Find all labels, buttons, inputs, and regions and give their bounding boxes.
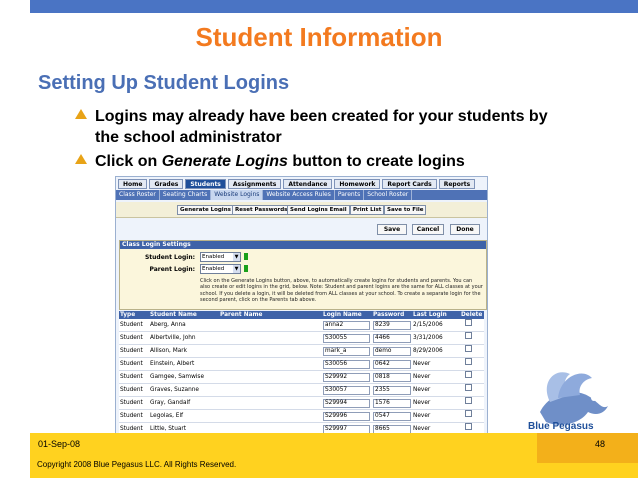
tab-report-cards[interactable]: Report Cards (382, 179, 436, 189)
type-cell: Student (119, 384, 149, 397)
login-name-input[interactable]: S30057 (323, 386, 370, 395)
password-cell[interactable] (372, 319, 412, 332)
student-name-cell: Einstein, Albert (149, 358, 219, 371)
bullet-two-pre: Click on (95, 153, 162, 170)
last-login-cell: 8/29/2006 (412, 345, 460, 358)
student-name-cell: Graves, Suzanne (149, 384, 219, 397)
column-header: Type (119, 311, 149, 319)
last-login-cell: Never (412, 384, 460, 397)
parent-name-cell (219, 397, 322, 410)
student-login-label: Student Login: (144, 254, 195, 261)
parent-name-cell (219, 358, 322, 371)
last-login-cell: Never (412, 397, 460, 410)
login-name-input[interactable]: anna2 (323, 321, 370, 330)
delete-checkbox[interactable] (465, 319, 472, 326)
login-name-input[interactable]: S30056 (323, 360, 370, 369)
password-cell[interactable] (372, 397, 412, 410)
bullet-logins-created (75, 106, 605, 148)
student-name-cell: Albertville, John (149, 332, 219, 345)
top-accent-bar (30, 0, 638, 13)
student-name-cell: Gamgee, Samwise (149, 371, 219, 384)
type-cell: Student (119, 332, 149, 345)
password-input[interactable]: 0642 (373, 360, 411, 369)
parent-name-cell (219, 345, 322, 358)
student-name-cell: Legolas, Elf (149, 410, 219, 423)
table-row (119, 397, 484, 410)
delete-checkbox[interactable] (465, 371, 472, 378)
delete-cell (460, 410, 484, 423)
table-row (119, 410, 484, 423)
login-name-input[interactable]: S30055 (323, 334, 370, 343)
subtab-website-access-rules[interactable]: Website Access Rules (263, 190, 334, 200)
delete-cell (460, 397, 484, 410)
delete-checkbox[interactable] (465, 384, 472, 391)
student-name-cell: Aberg, Anna (149, 319, 219, 332)
password-cell[interactable] (372, 371, 412, 384)
password-cell[interactable] (372, 345, 412, 358)
done-button[interactable]: Done (450, 224, 480, 235)
type-cell: Student (119, 345, 149, 358)
login-name-cell[interactable] (322, 397, 372, 410)
login-name-cell[interactable] (322, 319, 372, 332)
type-cell: Student (119, 371, 149, 384)
parent-name-cell (219, 384, 322, 397)
type-cell: Student (119, 410, 149, 423)
generate-logins-button[interactable]: Generate Logins (177, 205, 234, 215)
tab-homework[interactable]: Homework (334, 179, 380, 189)
type-cell: Student (119, 358, 149, 371)
password-cell[interactable] (372, 410, 412, 423)
password-input[interactable]: 1576 (373, 399, 411, 408)
delete-checkbox[interactable] (465, 332, 472, 339)
last-login-cell: 3/31/2006 (412, 332, 460, 345)
column-header: Login Name (322, 311, 372, 319)
password-cell[interactable] (372, 332, 412, 345)
column-header: Parent Name (219, 311, 322, 319)
tab-grades[interactable]: Grades (149, 179, 183, 189)
parent-name-cell (219, 332, 322, 345)
type-cell: Student (119, 423, 149, 435)
bullet-two-post: button to create logins (287, 153, 465, 170)
password-input[interactable]: 4466 (373, 334, 411, 343)
tab-assignments[interactable]: Assignments (228, 179, 281, 189)
table-row (119, 345, 484, 358)
login-name-input[interactable]: mark_a (323, 347, 370, 356)
footer-date: 01-Sep-08 (38, 439, 81, 449)
type-cell: Student (119, 397, 149, 410)
delete-checkbox[interactable] (465, 410, 472, 417)
app-screenshot (115, 176, 488, 434)
student-login-value: Enabled (202, 254, 225, 260)
password-input[interactable]: 8665 (373, 425, 411, 434)
table-header-row (119, 311, 484, 319)
settings-note: Click on the Generate Logins button, above, to automatically create logins for students and parents. You can also create or edit logins in the grid, below. Note: Student and parent logins are the same for ALL classes at your school. If you delete a login, it will be deleted from ALL classes at your school. To create a separate login for the second parent, click on the Parents tab above. (200, 278, 483, 303)
tab-home[interactable]: Home (118, 179, 147, 189)
bullet-two-emphasis: Generate Logins (161, 153, 288, 170)
subtab-parents[interactable]: Parents (335, 190, 364, 200)
column-header: Password (372, 311, 412, 319)
login-name-input[interactable]: S29994 (323, 399, 370, 408)
last-login-cell: 2/15/2006 (412, 319, 460, 332)
column-header: Student Name (149, 311, 219, 319)
parent-login-select[interactable] (200, 264, 241, 274)
delete-cell (460, 371, 484, 384)
last-login-cell: Never (412, 371, 460, 384)
delete-checkbox[interactable] (465, 423, 472, 430)
cancel-button[interactable]: Cancel (412, 224, 444, 235)
delete-checkbox[interactable] (465, 358, 472, 365)
settings-header: Class Login Settings (120, 241, 486, 249)
type-cell: Student (119, 319, 149, 332)
student-login-select[interactable] (200, 252, 241, 262)
login-name-cell[interactable] (322, 384, 372, 397)
delete-checkbox[interactable] (465, 345, 472, 352)
parent-name-cell (219, 371, 322, 384)
save-button[interactable]: Save (377, 224, 407, 235)
table-row (119, 319, 484, 332)
password-input[interactable]: 0547 (373, 412, 411, 421)
chevron-down-icon: ▼ (234, 266, 239, 272)
class-login-settings (119, 240, 487, 310)
delete-checkbox[interactable] (465, 397, 472, 404)
tab-attendance[interactable]: Attendance (283, 179, 332, 189)
login-name-cell[interactable] (322, 332, 372, 345)
copyright: Copyright 2008 Blue Pegasus LLC. All Rights Reserved. (37, 460, 237, 469)
parent-login-label: Parent Login: (149, 266, 195, 273)
login-name-cell[interactable] (322, 358, 372, 371)
main-tabs (118, 179, 475, 189)
table-row (119, 358, 484, 371)
password-cell[interactable] (372, 358, 412, 371)
delete-cell (460, 332, 484, 345)
subtab-website-logins[interactable]: Website Logins (211, 190, 263, 200)
delete-cell (460, 319, 484, 332)
password-input[interactable]: 8239 (373, 321, 411, 330)
bullet-one-continued: the school administrator (95, 129, 282, 146)
parent-name-cell (219, 410, 322, 423)
sub-tabs (116, 190, 487, 200)
student-name-cell: Little, Stuart (149, 423, 219, 435)
triangle-bullet-icon (75, 109, 87, 119)
tab-reports[interactable]: Reports (439, 179, 476, 189)
table-row (119, 332, 484, 345)
bullet-generate-logins (75, 151, 465, 172)
footer-accent (537, 433, 638, 463)
table-row (119, 371, 484, 384)
page-number: 48 (595, 439, 606, 449)
reset-passwords-button[interactable]: Reset Passwords (232, 205, 290, 215)
last-login-cell: Never (412, 410, 460, 423)
slide-title: Student Information (195, 22, 443, 52)
subtab-class-roster[interactable]: Class Roster (116, 190, 160, 200)
triangle-bullet-icon (75, 154, 87, 164)
parent-name-cell (219, 319, 322, 332)
column-header: Last Login (412, 311, 460, 319)
save-to-file-button[interactable]: Save to File (384, 205, 426, 215)
student-name-cell: Allison, Mark (149, 345, 219, 358)
last-login-cell: Never (412, 358, 460, 371)
login-name-input[interactable]: S29997 (323, 425, 370, 434)
tab-students[interactable]: Students (185, 179, 226, 189)
login-name-cell[interactable] (322, 371, 372, 384)
password-input[interactable]: 0818 (373, 373, 411, 382)
subtab-seating-charts[interactable]: Seating Charts (160, 190, 211, 200)
column-header: Delete (461, 312, 483, 318)
chevron-down-icon: ▼ (234, 254, 239, 260)
student-name-cell: Gray, Gandalf (149, 397, 219, 410)
logins-table (119, 311, 484, 434)
delete-cell (460, 358, 484, 371)
send-logins-email-button[interactable]: Send Logins Email (287, 205, 350, 215)
status-indicator (244, 253, 248, 260)
last-login-cell: Never (412, 423, 460, 435)
delete-cell (460, 384, 484, 397)
bullet-one-text: Logins may already have been created for your students by (95, 108, 548, 125)
slide-subtitle: Setting Up Student Logins (38, 72, 290, 94)
login-name-input[interactable]: S29992 (323, 373, 370, 382)
login-name-input[interactable]: S29996 (323, 412, 370, 421)
print-list-button[interactable]: Print List (350, 205, 384, 215)
login-name-cell[interactable] (322, 410, 372, 423)
login-name-cell[interactable] (322, 345, 372, 358)
delete-cell (460, 345, 484, 358)
subtab-school-roster[interactable]: School Roster (364, 190, 412, 200)
table-row (119, 384, 484, 397)
logo-wordmark: Blue Pegasus (528, 421, 594, 432)
parent-login-value: Enabled (202, 266, 225, 272)
status-indicator (244, 265, 248, 272)
password-cell[interactable] (372, 384, 412, 397)
toolbar (116, 202, 487, 218)
password-input[interactable]: demo (373, 347, 411, 356)
password-input[interactable]: 2355 (373, 386, 411, 395)
